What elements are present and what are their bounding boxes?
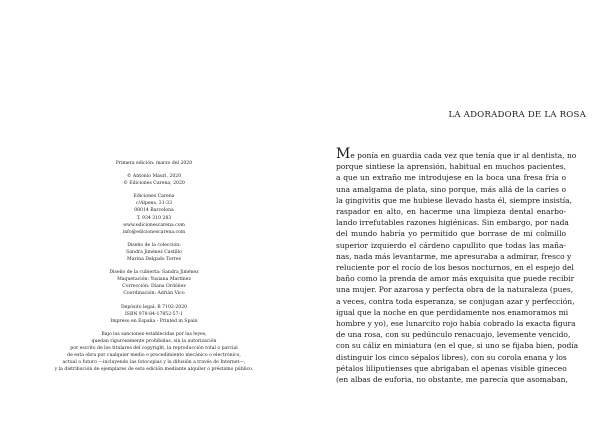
colophon-line: quedan rigurosamente prohibidas, sin la autorización [91, 338, 217, 344]
colophon-line: Primera edición: marzo del 2020 [115, 161, 193, 166]
story-line: reluciente por el rocío de los besos nocturnos, en el espejo del [336, 263, 574, 273]
story-line: de una rosa, con su pedúnculo renacuajo, levemente vencido, [336, 330, 571, 340]
story-line: la gingivitis que me hubiese llevado hasta él, siempre insistía, [336, 195, 572, 205]
colophon-line: actual o futuro —incluyendo las fotocopias y la difusión a través de Internet—, [62, 360, 246, 366]
colophon-line: © Ediciones Carena, 2020 [123, 181, 185, 187]
right-page [300, 0, 600, 425]
colophon-line: Diseño de la cubierta: Sandra Jiménez [109, 270, 199, 276]
colophon [40, 160, 268, 373]
first-line-text: e ponía en guardia cada vez que tenía que ir al dentista, no [350, 151, 577, 160]
story-line: (en albas de euforia, no obstante, me parecía que asomaban, [336, 375, 568, 385]
colophon-line: ISBN 978-84-17852-57-1 [124, 311, 184, 317]
colophon-line: 08014 Barcelona [134, 208, 174, 214]
story-line: baño como la prenda de amor más exquisita que puede recibir [336, 274, 575, 284]
story-line: superior izquierdo el cárdeno capullito que todas las maña- [336, 240, 566, 250]
colophon-line: Maquetación: Yusiana Martínez [117, 277, 191, 283]
story-line: distinguir los cinco sépalos libres), con su corola enana y los [336, 352, 567, 362]
colophon-line: Impreso en España - Printed in Spain [110, 318, 198, 324]
drop-cap: M [336, 146, 351, 162]
story-line: igual que la noche en que perdidamente nos enamoramos mi [336, 307, 569, 317]
story-line: a que un extraño me introdujese en la boca una fresa fría o [336, 173, 566, 183]
story-line: nas, nada más levantarme, me apresuraba a admirar, fresco y [336, 251, 572, 261]
colophon-line: por escrito de los titulares del copyright, la reproducción total o parcial [70, 345, 238, 351]
colophon-line: © Antonio Mauri, 2020 [126, 174, 182, 180]
colophon-line: www.edicionescarena.com [123, 222, 185, 228]
colophon-line: de esta obra por cualquier medio o procedimiento mecánico o electrónico, [67, 353, 241, 359]
colophon-line: Bajo las sanciones establecidas por las leyes, [101, 331, 207, 337]
colophon-block [40, 173, 268, 187]
colophon-line: Marina Delgado Torres [127, 257, 181, 263]
colophon-line: info@edicionescarena.com [122, 229, 186, 235]
colophon-block [40, 242, 268, 263]
story-line: del mundo habría yo permitido que borrase de mi colmillo [336, 229, 566, 239]
colophon-block [40, 160, 268, 167]
colophon-line: Ediciones Carena [133, 194, 175, 200]
story-line: hombre y yo), ese lunarcito rojo había cobrado la exacta figura [336, 319, 576, 329]
story-line: lando irrefutables razones higiénicas. Sin embargo, por nada [336, 218, 569, 228]
story-line: pétalos liliputienses que abrigaban el apenas visible gineceo [336, 363, 567, 373]
colophon-line: c/Alpens, 31-33 [135, 201, 173, 207]
colophon-line: Coordinación: Adrián Vico [123, 291, 185, 297]
story-line: con su cáliz en miniatura (en el que, si uno se fijaba bien, podía [336, 341, 579, 351]
story-line: una amalgama de plata, sino porque, más allá de la caries o [336, 184, 566, 194]
story-line [336, 146, 577, 162]
story-line: a veces, contra toda esperanza, se conjugan azar y perfección, [336, 296, 575, 306]
colophon-line: T. 934 310 283 [136, 215, 172, 221]
colophon-line: Depósito legal: B 7102-2020 [120, 304, 188, 310]
colophon-line: Diseño de la colección: [127, 242, 181, 248]
story-text [336, 146, 579, 385]
story-line: porque sintiese la aprensión, habitual en muchos pacientes, [336, 162, 566, 172]
colophon-block [40, 269, 268, 297]
story-line: una mujer. Por azarosa y perfecta obra de la naturaleza (pues, [336, 285, 574, 295]
colophon-block [40, 304, 268, 325]
story-line: raspador en alto, en hacerme una limpieza dental enarbo- [336, 207, 566, 217]
chapter-title: LA ADORADORA DE LA ROSA [448, 110, 586, 120]
colophon-line: Sandra Jiménez Castillo [126, 249, 182, 255]
colophon-block [40, 193, 268, 236]
colophon-line: Corrección: Diana Ordóñez [122, 284, 186, 290]
colophon-block [40, 331, 268, 374]
colophon-line: y la distribución de ejemplares de esta edición mediante alquiler o préstamo público. [54, 367, 254, 373]
